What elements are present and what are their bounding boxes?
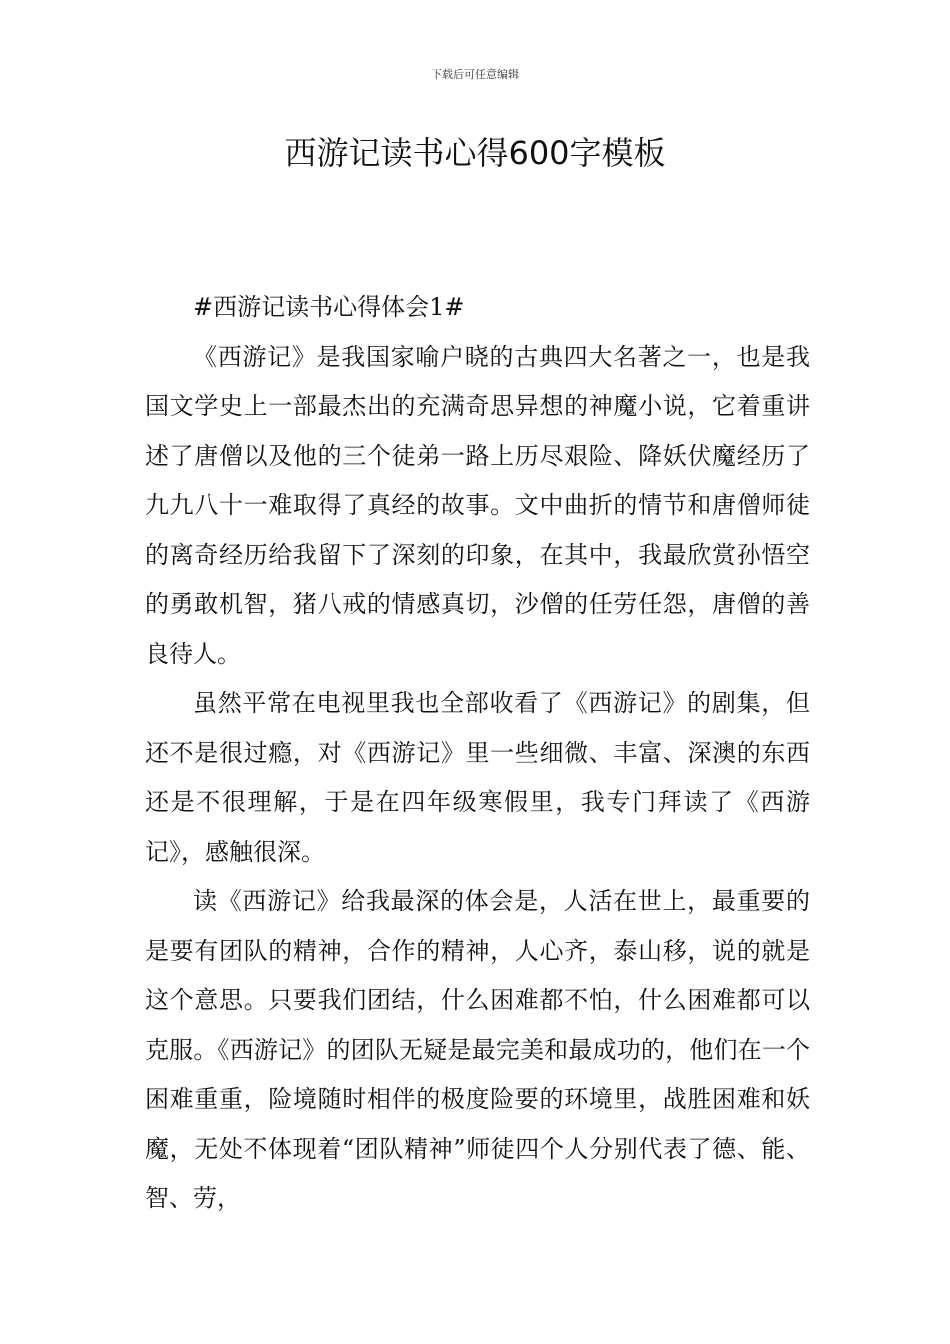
paragraph: 读《西游记》给我最深的体会是，人活在世上，最重要的是要有团队的精神，合作的精神，人心齐，泰山移，说的就是这个意思。只要我们团结，什么困难都不怕，什么困难都可以克服。《西游记》的团队无疑是最完美和最成功的，他们在一个困难重重，险境随时相伴的极度险要的环境里，战胜困难和妖魔，无处不体现着“团队精神”师徒四个人分别代表了德、能、智、劳， bbox=[145, 887, 810, 1212]
section-heading: #西游记读书心得体会1# bbox=[193, 293, 465, 321]
header-note: 下载后可任意编辑 bbox=[431, 68, 519, 81]
document-body bbox=[145, 283, 810, 1224]
paragraph: 虽然平常在电视里我也全部收看了《西游记》的剧集，但还不是很过瘾，对《西游记》里一些细微、丰富、深澳的东西还是不很理解，于是在四年级寒假里，我专门拜读了《西游记》，感触很深。 bbox=[145, 689, 810, 866]
paragraph: 《西游记》是我国家喻户晓的古典四大名著之一，也是我国文学史上一部最杰出的充满奇思异想的神魔小说，它着重讲述了唐僧以及他的三个徒弟一路上历尽艰险、降妖伏魔经历了九九八十一难取得了真经的故事。文中曲折的情节和唐僧师徒的离奇经历给我留下了深刻的印象，在其中，我最欣赏孙悟空的勇敢机智，猪八戒的情感真切，沙僧的任劳任怨，唐僧的善良待人。 bbox=[145, 342, 810, 668]
document-title: 西游记读书心得600字模板 bbox=[284, 134, 666, 172]
